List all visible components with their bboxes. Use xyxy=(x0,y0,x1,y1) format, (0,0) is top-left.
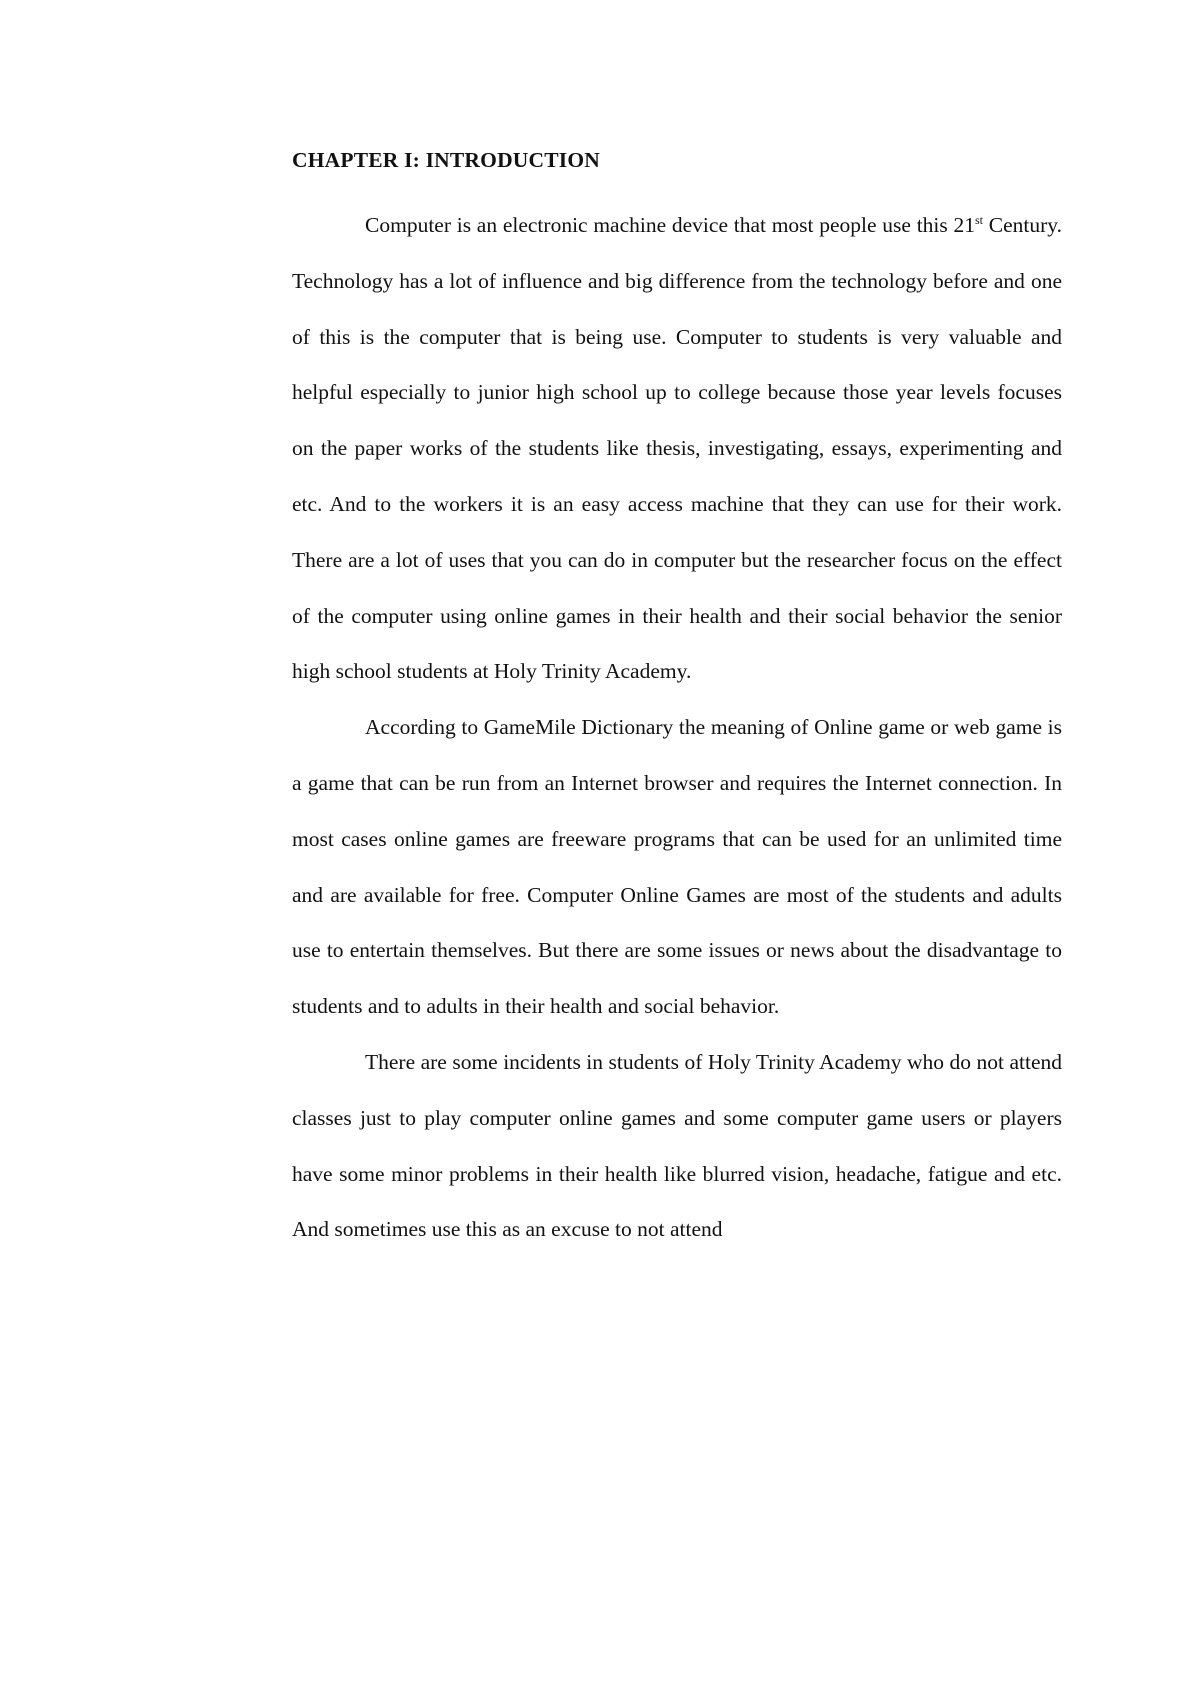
paragraph-1-text-a: Computer is an electronic machine device that most people use this 21 xyxy=(365,213,975,237)
paragraph-3: There are some incidents in students of Holy Trinity Academy who do not attend classes just to play computer online games and some computer game users or players have some minor problems in their health like blurred vision, headache, fatigue and etc. And sometimes use this as an excuse to not attend xyxy=(292,1049,1062,1242)
document-body xyxy=(292,144,1062,1258)
chapter-heading: CHAPTER I: INTRODUCTION xyxy=(292,148,601,172)
paragraph-1 xyxy=(292,198,1062,700)
paragraph-2: According to GameMile Dictionary the meaning of Online game or web game is a game that can be run from an Internet browser and requires the Internet connection. In most cases online games are freeware programs that can be used for an unlimited time and are available for free. Computer Online Games are most of the students and adults use to entertain themselves. But there are some issues or news about the disadvantage to students and to adults in their health and social behavior. xyxy=(292,715,1062,1019)
paragraph-1-text-b: Century. Technology has a lot of influence and big difference from the technology before and one of this is the computer that is being use. Computer to students is very valuable and helpful especially to junior high school up to college because those year levels focuses on the paper works of the students like thesis, investigating, essays, experimenting and etc. And to the workers it is an easy access machine that they can use for their work. There are a lot of uses that you can do in computer but the researcher focus on the effect of the computer using online games in their health and their social behavior the senior high school students at Holy Trinity Academy. xyxy=(292,213,1062,684)
ordinal-suffix: st xyxy=(975,212,984,227)
